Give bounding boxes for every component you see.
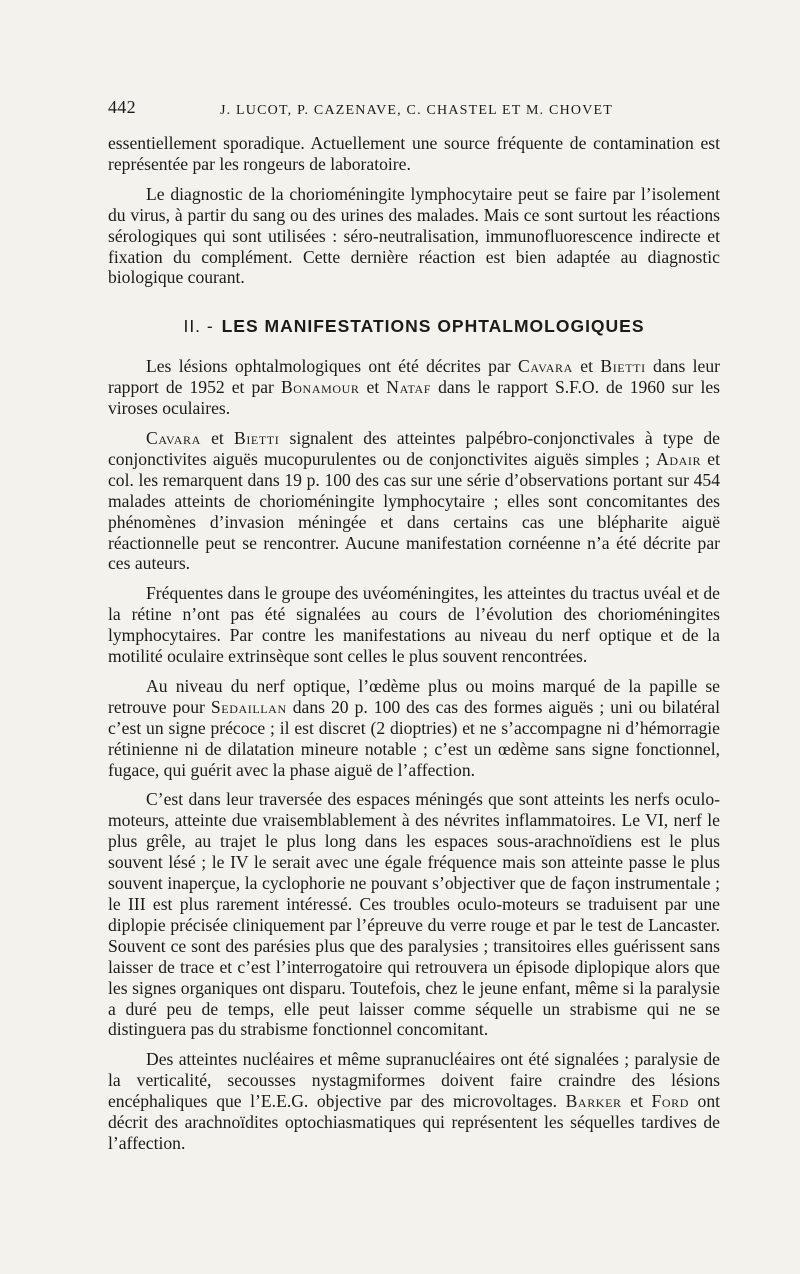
text-run: essentiellement sporadique. Actuellement une source fréquente de contamination est représentée par les rongeurs de laboratoire. [108,133,720,174]
text-run: et [200,427,234,448]
section-heading [108,316,720,337]
paragraph [108,789,720,1040]
text-run: signalent des atteintes palpébro-conjonctivales à type de conjonctivites aiguës mucopurulentes ou de conjonctivites aiguës simples ; [108,427,720,469]
text-run: C’est dans leur traversée des espaces méningés que sont atteints les nerfs oculo-moteurs, atteinte due vraisemblablement à des névrites inflammatoires. Le VI, nerf le plus grêle, au trajet le plus long dans les espaces sous-arachnoïdiens est le plus souvent lésé ; le IV le serait avec une égale fréquence mais son atteinte passe le plus souvent inaperçue, la cyclophorie ne pouvant s’objectiver que de façon instrumentale ; le III est plus rarement intéressé. Ces troubles oculo-moteurs se traduisent par une diplopie précisée cliniquement par l’épreuve du verre rouge et par le test de Lancaster. Souvent ce sont des parésies plus que des paralysies ; transitoires elles guérissent sans laisser de trace et c’est l’interrogatoire qui retrouvera un épisode diplopique alors que les signes organiques ont disparu. Toutefois, chez le jeune enfant, même si la paralysie a duré peu de temps, elle peut laisser comme séquelle un strabisme qui ne se distinguera pas du strabisme fonctionnel concomitant. [108,789,720,1040]
intro-paragraphs [108,133,720,288]
text-run: Le diagnostic de la chorioméningite lymphocytaire peut se faire par l’isolement du virus, à partir du sang ou des urines des malades. Mais ce sont surtout les réactions sérologiques qui sont utilisées : séro-neutralisation, immunofluorescence indirecte et fixation du complément. Cette dernière réaction est bien adaptée au diagnostic biologique courant. [108,183,720,288]
text-run: Au niveau du nerf optique, l’œdème plus ou moins marqué de la papille se retrouve pour [108,675,720,717]
paragraph [108,428,720,574]
text-run: ont décrit des arachnoïdites optochiasmatiques qui représentent les séquelles tardives de l’affection. [108,1091,721,1153]
author-name: Nataf [386,377,432,398]
text-run: Des atteintes nucléaires et même supranucléaires ont été signalées ; paralysie de la verticalité, secousses nystagmiformes doivent faire craindre des lésions encéphaliques que l’E.E.G. objective par des microvoltages. [108,1049,720,1112]
text-run: Fréquentes dans le groupe des uvéoméningites, les atteintes du tractus uvéal et de la rétine n’ont pas été signalées au cours de l’évolution des chorioméningites lymphocytaires. Par contre les manifestations au niveau du nerf optique et de la motilité oculaire extrinsèque sont celles le plus souvent rencontrées. [108,583,720,667]
section-number: II. - [183,316,214,337]
page-number: 442 [108,97,136,117]
author-name: Bietti [234,427,280,448]
article-body [108,133,720,1163]
paragraph [108,133,720,175]
text-run: et [572,356,601,377]
paragraph [108,676,720,781]
text-run: dans leur rapport de 1952 et par [108,356,721,398]
section-title: LES MANIFESTATIONS OPHTALMOLOGIQUES [221,316,645,337]
author-name: Barker [565,1091,622,1112]
author-name: Cavara [518,356,573,377]
paragraph [108,184,720,289]
author-name: Sedaillan [210,696,287,717]
text-run: Les lésions ophtalmologiques ont été décrites par [146,356,519,377]
author-name: Adair [656,448,702,469]
running-head-authors: J. LUCOT, P. CAZENAVE, C. CHASTEL ET M. CHOVET [220,103,614,118]
text-run: et [359,377,387,398]
text-run: et [621,1091,652,1112]
paragraph [108,356,720,419]
author-name: Bietti [600,356,646,377]
author-name: Cavara [146,427,201,448]
section-paragraphs [108,356,720,1154]
paragraph [108,583,720,667]
author-name: Ford [651,1091,689,1112]
text-run: dans le rapport S.F.O. de 1960 sur les viroses oculaires. [108,377,720,419]
text-run: dans 20 p. 100 des cas des formes aiguës ; uni ou bilatéral c’est un signe précoce ; il est discret (2 dioptries) et ne s’accompagne ni d’hémorragie rétinienne ni de dilatation mineure notable ; c’est un œdème sans signe fonctionnel, fugace, qui guérit avec la phase aiguë de l’affection. [108,696,720,780]
paragraph [108,1049,720,1154]
author-name: Bonamour [280,377,360,398]
text-run: et col. les remarquent dans 19 p. 100 des cas sur une série d’observations portant sur 454 malades atteints de chorioméningite lymphocytaire ; elles sont concomitantes des phénomènes d’invasion méningée et dans certains cas une blépharite aiguë réactionnelle peut se rencontrer. Aucune manifestation cornéenne n’a été décrite par ces auteurs. [108,448,720,574]
